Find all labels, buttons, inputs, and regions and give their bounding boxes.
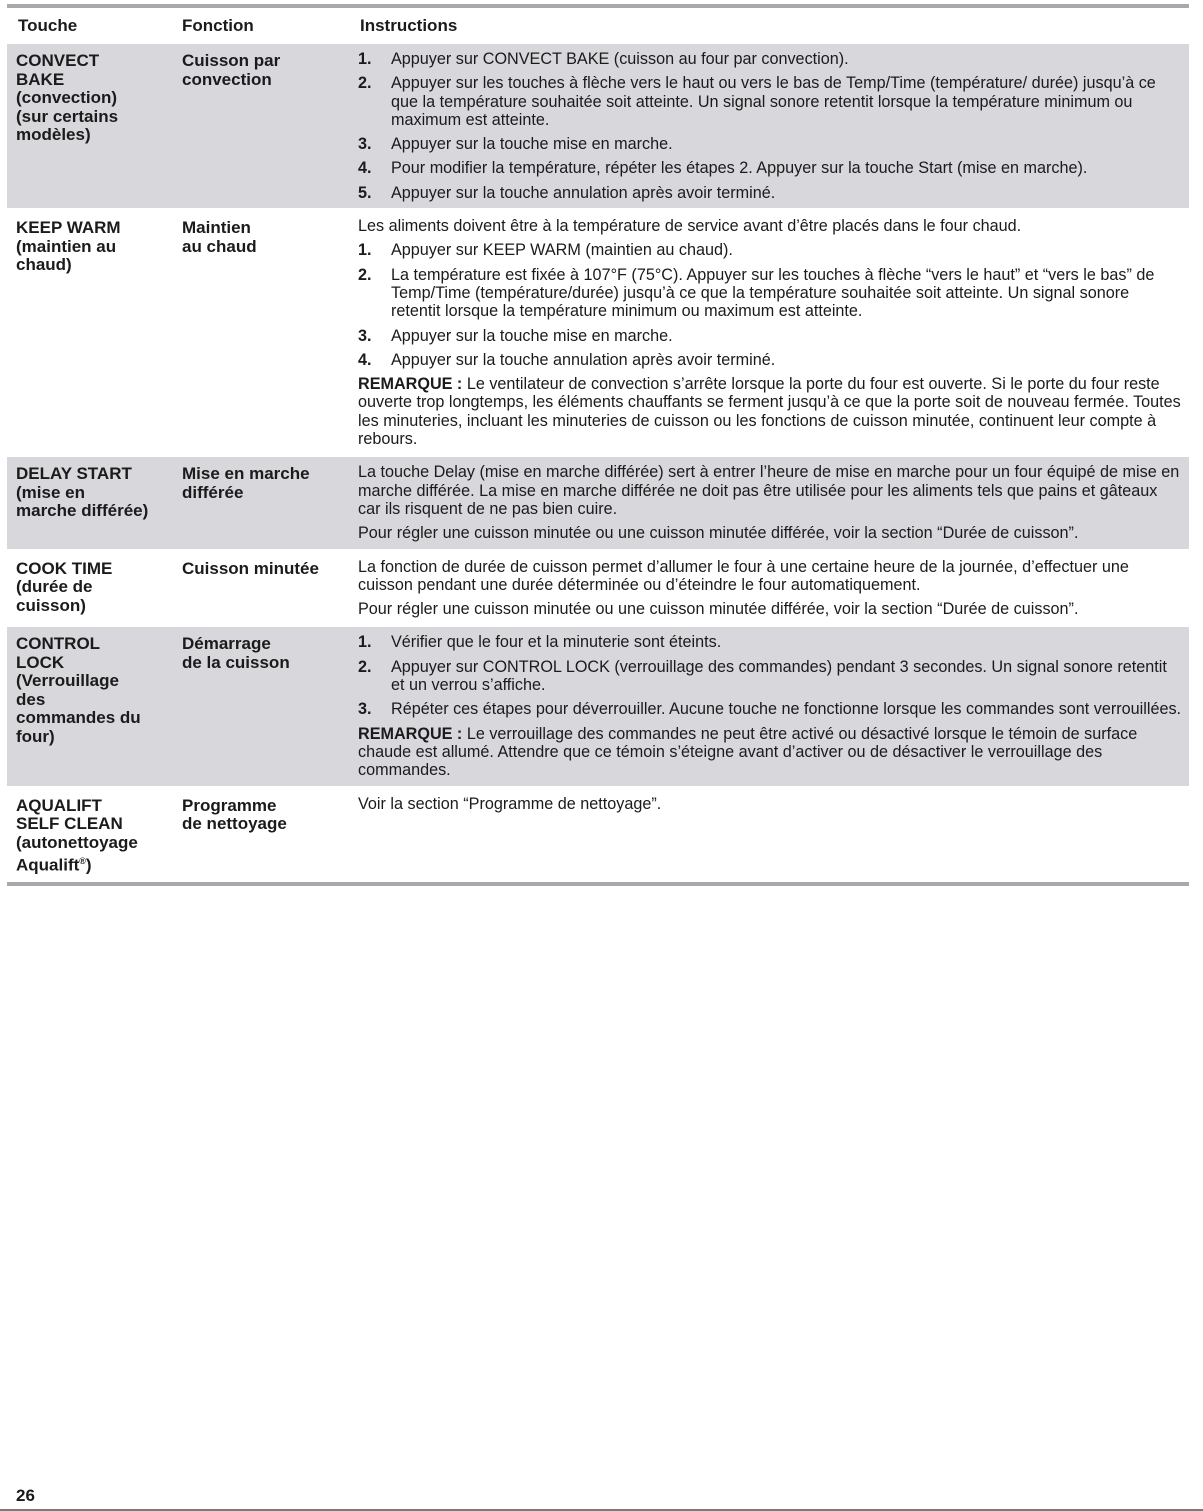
step-text: Appuyer sur CONTROL LOCK (verrouillage des commandes) pendant 3 secondes. Un signal sonore retentit et un verrou s’affiche. (391, 657, 1167, 695)
step-number: 3. (358, 135, 372, 154)
key-line: AQUALIFT (16, 795, 102, 815)
paragraph: La touche Delay (mise en marche différée) sert à entrer l’heure de mise en marche pour un four équipé de mise en marche différée. La mise en marche différée ne doit pas être utilisée pour les aliments tels que pains et gâteaux car ils risquent de ne pas bien cuire. (358, 463, 1180, 518)
intro-paragraph: Les aliments doivent être à la température de service avant d’être placés dans le four chaud. (358, 217, 1022, 236)
function-line: Programme (182, 795, 277, 815)
table-row-cook-time (7, 549, 1189, 625)
table-header (7, 8, 1189, 41)
bottom-rule (7, 882, 1189, 886)
step-text: Appuyer sur la touche annulation après avoir terminé. (391, 350, 776, 369)
step-number: 3. (358, 700, 372, 719)
key-line: SELF CLEAN (16, 814, 123, 833)
key-line: chaud) (16, 255, 72, 275)
key-line: KEEP WARM (16, 218, 121, 238)
step-text: Appuyer sur la touche mise en marche. (391, 326, 673, 345)
step-item (358, 241, 1183, 259)
step-number: 3. (358, 326, 372, 345)
key-line: des (16, 689, 46, 709)
function-cell (173, 44, 349, 208)
note-text: Le verrouillage des commandes ne peut être activé ou désactivé lorsque le témoin de surface chaude est allumé. Attendre que ce témoin s’éteigne avant d’activer ou de désactiver le verrouillage des commandes. (358, 724, 1138, 780)
key-line: (sur certains (16, 106, 119, 126)
step-item (358, 351, 1183, 369)
instructions-cell (349, 789, 1189, 882)
table-row-aqualift (7, 786, 1189, 882)
key-line: DELAY START (16, 464, 132, 484)
step-number: 4. (358, 350, 372, 369)
step-item (358, 266, 1183, 321)
step-number: 2. (358, 657, 372, 676)
step-text: Appuyer sur KEEP WARM (maintien au chaud). (391, 241, 733, 260)
note-label: REMARQUE : (358, 724, 463, 743)
step-text: Appuyer sur la touche annulation après avoir terminé. (391, 183, 776, 202)
step-item (358, 184, 1183, 202)
step-item (358, 700, 1183, 718)
function-cell (173, 789, 349, 882)
note-label: REMARQUE : (358, 375, 463, 394)
function-line: au chaud (182, 236, 257, 256)
key-line: four) (16, 726, 55, 746)
paragraph: Pour régler une cuisson minutée ou une cuisson minutée différée, voir la section “Durée de cuisson”. (358, 600, 1079, 619)
key-line: (Verrouillage (16, 671, 119, 691)
key-cell (7, 211, 173, 454)
page-number: 26 (16, 1486, 35, 1505)
table-row-delay-start (7, 454, 1189, 548)
key-line: (maintien au (16, 236, 117, 256)
note-paragraph (358, 375, 1183, 448)
step-number: 2. (358, 74, 372, 93)
step-text: La température est fixée à 107°F (75°C). Appuyer sur les touches à flèche “vers le haut” et “vers le bas” de Temp/Time (température/durée) jusqu’à ce que la température souhaitée soit atteinte. Un signal sonore retentit lorsque la température minimum ou maximum est atteinte. (391, 265, 1155, 321)
key-line-text: Aqualift (16, 855, 80, 875)
key-line: BAKE (16, 69, 65, 89)
key-line: CONTROL (16, 634, 101, 654)
table-row-keep-warm (7, 208, 1189, 454)
key-line: (durée de (16, 577, 93, 597)
key-line (16, 852, 173, 875)
key-cell (7, 44, 173, 208)
step-text: Pour modifier la température, répéter les étapes 2. Appuyer sur la touche Start (mise en marche). (391, 159, 1088, 178)
key-line-close: ) (85, 855, 92, 875)
step-item (358, 74, 1183, 129)
step-item (358, 50, 1183, 68)
note-paragraph (358, 725, 1183, 780)
function-line: Mise en marche (182, 464, 310, 484)
key-line: COOK TIME (16, 558, 113, 578)
key-line: (autonettoyage (16, 832, 138, 852)
key-line: (mise en (16, 482, 85, 502)
table-row-convect-bake (7, 41, 1189, 208)
header-instructions: Instructions (360, 15, 458, 35)
key-cell (7, 627, 173, 785)
key-line: commandes du (16, 708, 141, 728)
step-item (358, 327, 1183, 345)
step-text: Répéter ces étapes pour déverrouiller. Aucune touche ne fonctionne lorsque les commandes sont verrouillées. (391, 700, 1182, 719)
paragraph: La fonction de durée de cuisson permet d’allumer le four à une certaine heure de la journée, d’effectuer une cuisson pendant une durée déterminée ou d’éteindre le four automatiquement. (358, 557, 1129, 594)
instructions-cell (349, 627, 1189, 785)
key-line: modèles) (16, 125, 91, 144)
function-line: Cuisson minutée (182, 558, 319, 578)
instructions-cell (349, 552, 1189, 625)
step-number: 4. (358, 159, 372, 178)
registered-mark: ® (79, 856, 86, 866)
header-fonction: Fonction (182, 15, 254, 35)
step-number: 1. (358, 50, 372, 68)
function-line: de la cuisson (182, 652, 290, 672)
header-touche: Touche (18, 15, 78, 35)
step-number: 1. (358, 241, 372, 260)
function-line: convection (182, 69, 272, 89)
step-number: 5. (358, 183, 372, 202)
step-text: Vérifier que le four et la minuterie sont éteints. (391, 633, 722, 652)
key-line: CONVECT (16, 51, 100, 70)
key-line: (convection) (16, 88, 118, 107)
function-line: différée (182, 482, 244, 502)
step-item (358, 159, 1183, 177)
function-cell (173, 627, 349, 785)
key-line: cuisson) (16, 595, 86, 615)
instructions-table (7, 0, 1189, 886)
paragraph: Pour régler une cuisson minutée ou une cuisson minutée différée, voir la section “Durée de cuisson”. (358, 524, 1079, 543)
note-text: Le ventilateur de convection s’arrête lorsque la porte du four est ouverte. Si le porte du four reste ouverte trop longtemps, les éléments chauffants se ferment jusqu’à ce que la porte soit de nouveau fermée. Toutes les minuteries, incluant les minuteries de cuisson ou les fonctions de cuisson minutée, continuent leur compte à rebours. (358, 375, 1181, 449)
function-cell (173, 457, 349, 548)
step-item (358, 633, 1183, 651)
step-text: Appuyer sur CONVECT BAKE (cuisson au four par convection). (391, 50, 849, 68)
function-line: de nettoyage (182, 814, 287, 833)
key-cell (7, 789, 173, 882)
step-item (358, 658, 1183, 695)
function-line: Cuisson par (182, 51, 281, 70)
function-line: Démarrage (182, 634, 271, 654)
instructions-cell (349, 211, 1189, 454)
key-line: marche différée) (16, 501, 149, 521)
function-line: Maintien (182, 218, 251, 238)
instructions-cell (349, 457, 1189, 548)
instructions-cell (349, 44, 1189, 208)
step-text: Appuyer sur la touche mise en marche. (391, 135, 673, 154)
key-line: LOCK (16, 652, 65, 672)
step-text: Appuyer sur les touches à flèche vers le haut ou vers le bas de Temp/Time (température/ durée) jusqu’à ce que la température souhaitée soit atteinte. Un signal sonore retentit lorsque la température minimum ou maximum est atteinte. (391, 74, 1156, 129)
paragraph: Voir la section “Programme de nettoyage”. (358, 794, 662, 813)
function-cell (173, 552, 349, 625)
key-cell (7, 552, 173, 625)
step-number: 1. (358, 633, 372, 652)
step-number: 2. (358, 265, 372, 284)
step-item (358, 135, 1183, 153)
key-cell (7, 457, 173, 548)
function-cell (173, 211, 349, 454)
table-row-control-lock (7, 624, 1189, 785)
